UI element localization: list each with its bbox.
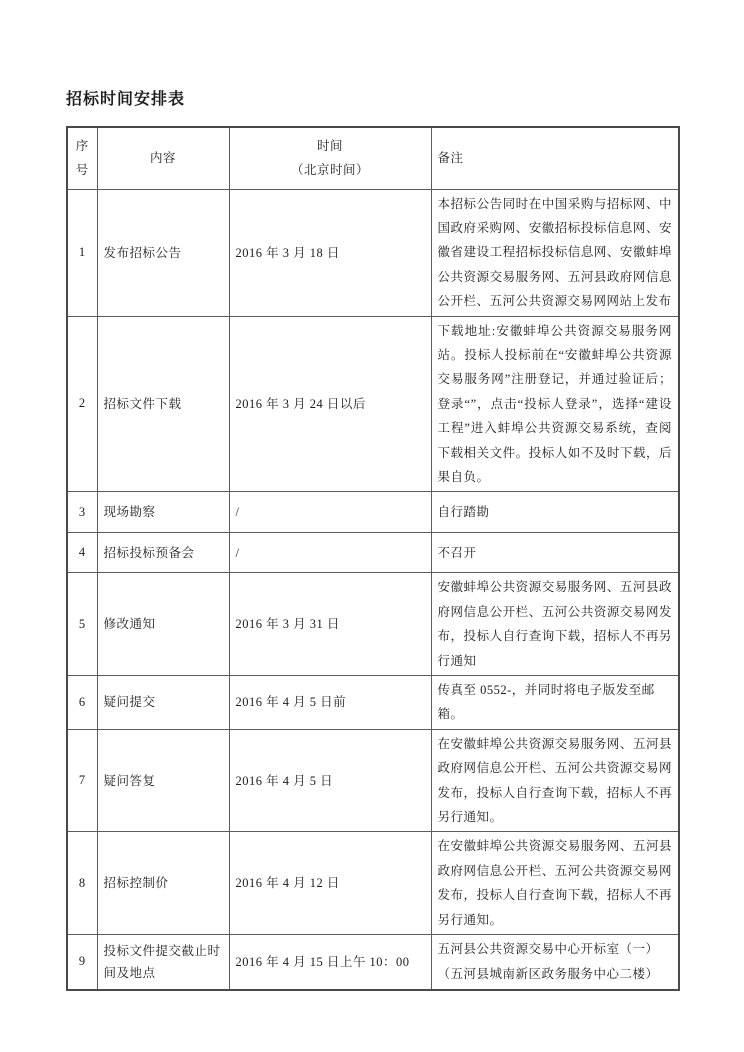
table-row bbox=[67, 832, 679, 935]
cell-no: 8 bbox=[67, 832, 97, 935]
cell-content: 修改通知 bbox=[97, 573, 229, 676]
header-cell-no bbox=[67, 127, 97, 189]
cell-content: 疑问提交 bbox=[97, 676, 229, 730]
cell-remark: 下载地址:安徽蚌埠公共资源交易服务网站。投标人投标前在“安徽蚌埠公共资源交易服务网”注册登记，并通过验证后；登录“”，点击“投标人登录”，选择“建设工程”进入蚌埠公共资源交易系统，查阅下载相关文件。投标人如不及时下载，后果自负。 bbox=[431, 316, 679, 492]
document-title: 招标时间安排表 bbox=[66, 91, 186, 108]
cell-no: 5 bbox=[67, 573, 97, 676]
cell-remark: 自行踏勘 bbox=[431, 492, 679, 533]
table-row bbox=[67, 533, 679, 573]
cell-content: 招标文件下载 bbox=[97, 316, 229, 492]
header-no-label: 序号 bbox=[75, 139, 89, 178]
header-time-label: 时间 bbox=[316, 139, 343, 154]
table-row bbox=[67, 189, 679, 316]
header-cell-remark: 备注 bbox=[431, 127, 679, 189]
schedule-table bbox=[66, 126, 680, 991]
table-row bbox=[67, 573, 679, 676]
cell-content: 招标投标预备会 bbox=[97, 533, 229, 573]
cell-no: 7 bbox=[67, 729, 97, 832]
cell-content: 招标控制价 bbox=[97, 832, 229, 935]
cell-no: 4 bbox=[67, 533, 97, 573]
cell-content: 发布招标公告 bbox=[97, 189, 229, 316]
cell-remark: 本招标公告同时在中国采购与招标网、中国政府采购网、安徽招标投标信息网、安徽省建设工程招标投标信息网、安徽蚌埠公共资源交易服务网、五河县政府网信息公开栏、五河公共资源交易网网站上发布 bbox=[431, 189, 679, 316]
cell-content: 疑问答复 bbox=[97, 729, 229, 832]
cell-time: 2016 年 3 月 18 日 bbox=[229, 189, 431, 316]
table-row bbox=[67, 316, 679, 492]
cell-remark: 在安徽蚌埠公共资源交易服务网、五河县政府网信息公开栏、五河公共资源交易网发布，投标人自行查询下载，招标人不再另行通知。 bbox=[431, 832, 679, 935]
table-row bbox=[67, 492, 679, 533]
cell-time: 2016 年 4 月 5 日前 bbox=[229, 676, 431, 730]
cell-time: 2016 年 4 月 5 日 bbox=[229, 729, 431, 832]
table-row bbox=[67, 676, 679, 730]
cell-remark: 不召开 bbox=[431, 533, 679, 573]
cell-remark: 传真至 0552-，并同时将电子版发至邮箱。 bbox=[431, 676, 679, 730]
header-time-sublabel: （北京时间） bbox=[290, 163, 369, 178]
table-row bbox=[67, 935, 679, 990]
cell-time: 2016 年 4 月 12 日 bbox=[229, 832, 431, 935]
cell-content: 现场勘察 bbox=[97, 492, 229, 533]
cell-content: 投标文件提交截止时间及地点 bbox=[97, 935, 229, 990]
cell-time: 2016 年 4 月 15 日上午 10：00 bbox=[229, 935, 431, 990]
cell-remark: 安徽蚌埠公共资源交易服务网、五河县政府网信息公开栏、五河公共资源交易网发布，投标人自行查询下载，招标人不再另行通知 bbox=[431, 573, 679, 676]
cell-no: 9 bbox=[67, 935, 97, 990]
cell-remark: 在安徽蚌埠公共资源交易服务网、五河县政府网信息公开栏、五河公共资源交易网发布，投标人自行查询下载，招标人不再另行通知。 bbox=[431, 729, 679, 832]
cell-time: 2016 年 3 月 31 日 bbox=[229, 573, 431, 676]
header-row bbox=[67, 127, 679, 189]
cell-time: / bbox=[229, 533, 431, 573]
table-row bbox=[67, 729, 679, 832]
header-cell-time bbox=[229, 127, 431, 189]
cell-time: / bbox=[229, 492, 431, 533]
cell-remark: 五河县公共资源交易中心开标室（一）（五河县城南新区政务服务中心二楼） bbox=[431, 935, 679, 990]
cell-no: 3 bbox=[67, 492, 97, 533]
cell-no: 6 bbox=[67, 676, 97, 730]
cell-no: 1 bbox=[67, 189, 97, 316]
cell-time: 2016 年 3 月 24 日以后 bbox=[229, 316, 431, 492]
header-cell-content: 内容 bbox=[97, 127, 229, 189]
cell-no: 2 bbox=[67, 316, 97, 492]
